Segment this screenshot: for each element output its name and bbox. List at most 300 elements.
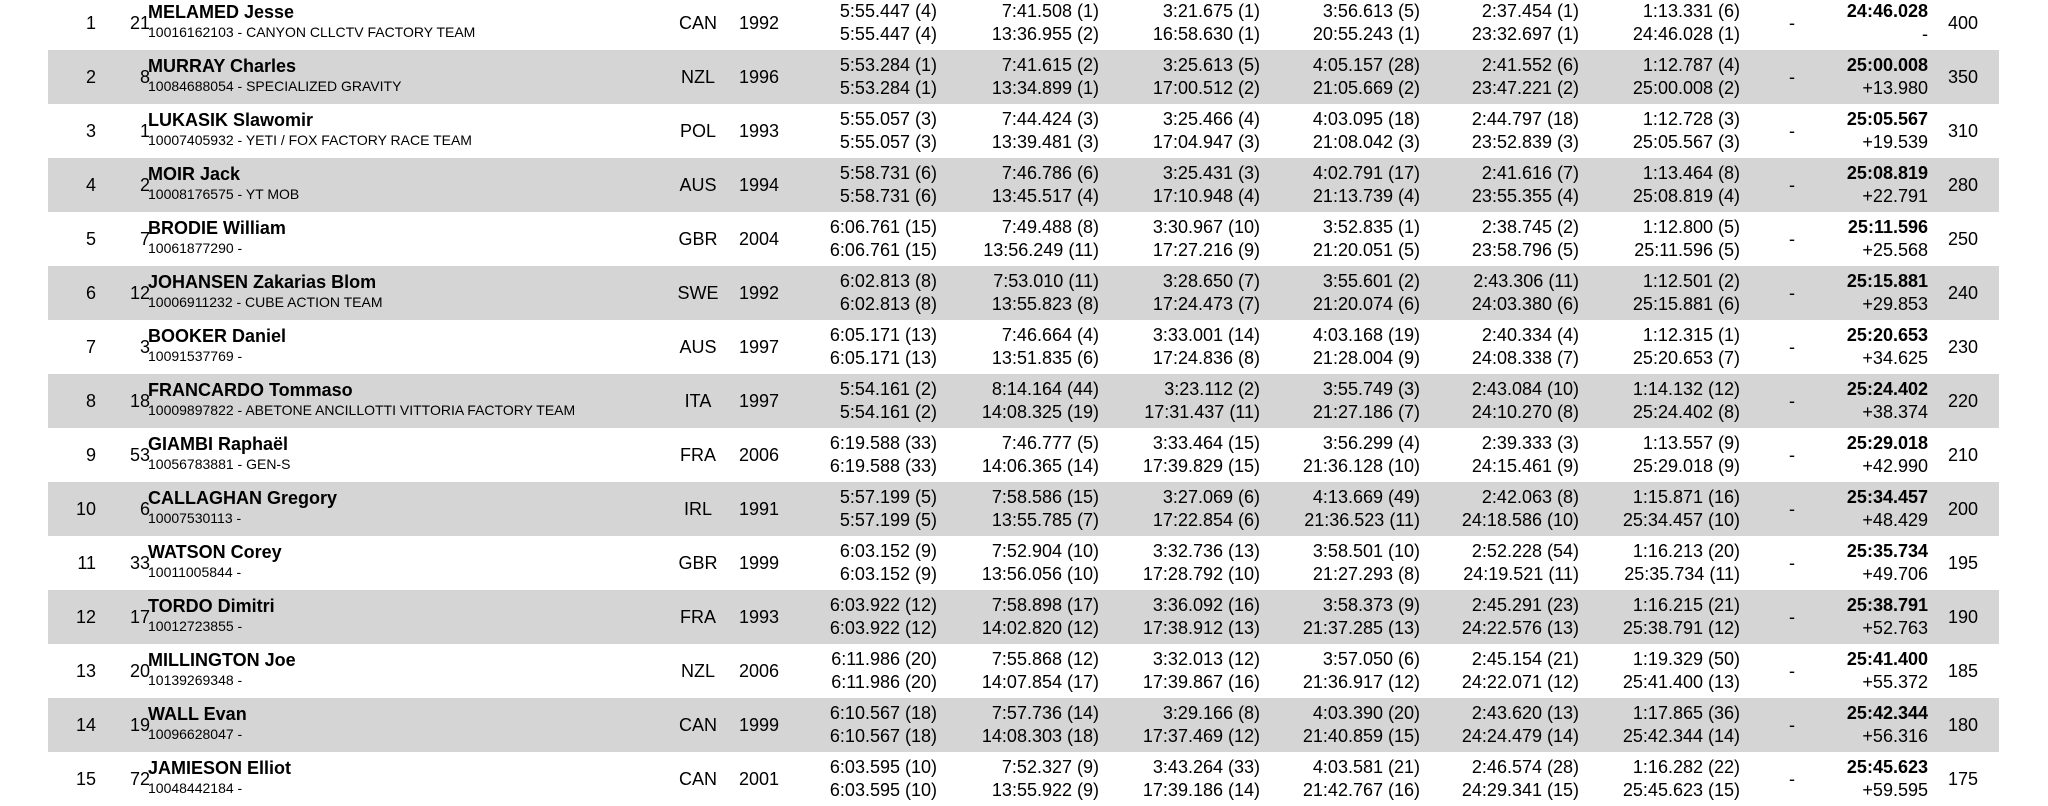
total-time: 25:20.653 bbox=[1846, 325, 1928, 345]
total-time: 25:08.819 bbox=[1846, 163, 1928, 183]
cumulative-time: 14:08.325 (19) bbox=[981, 402, 1099, 422]
cumulative-time: 24:03.380 (6) bbox=[1471, 294, 1579, 314]
cumulative-time: 21:20.051 (5) bbox=[1312, 240, 1420, 260]
birth-year-cell: 2004 bbox=[738, 229, 780, 249]
split-cell bbox=[1429, 270, 1579, 316]
total-time-cell bbox=[1808, 54, 1928, 100]
split-cell bbox=[1270, 486, 1420, 532]
cumulative-time: 25:05.567 (3) bbox=[1632, 132, 1740, 152]
split-cell bbox=[949, 486, 1099, 532]
split-cell bbox=[949, 702, 1099, 748]
cumulative-time: 17:39.186 (14) bbox=[1142, 780, 1260, 800]
rider-license-team: 10096628047 - bbox=[148, 726, 243, 742]
birth-year-cell: 2006 bbox=[738, 661, 780, 681]
split-time: 3:58.501 (10) bbox=[1312, 541, 1420, 561]
cumulative-time: 16:58.630 (1) bbox=[1152, 24, 1260, 44]
split-time: 1:17.865 (36) bbox=[1632, 703, 1740, 723]
split-time: 4:03.581 (21) bbox=[1312, 757, 1420, 777]
split-cell bbox=[787, 540, 937, 586]
split-cell bbox=[1110, 702, 1260, 748]
bib-number: 1 bbox=[139, 121, 150, 141]
cumulative-time: 13:55.823 (8) bbox=[991, 294, 1099, 314]
split-cell bbox=[949, 108, 1099, 154]
split-time: 6:19.588 (33) bbox=[829, 433, 937, 453]
rank-cell: 13 bbox=[75, 661, 96, 681]
time-gap: +29.853 bbox=[1862, 294, 1928, 314]
split-time: 4:02.791 (17) bbox=[1312, 163, 1420, 183]
split-cell bbox=[1270, 54, 1420, 100]
split-time: 2:52.228 (54) bbox=[1471, 541, 1579, 561]
birth-year-cell: 1994 bbox=[738, 175, 780, 195]
rider-cell bbox=[148, 109, 472, 149]
cumulative-time: 24:10.270 (8) bbox=[1471, 402, 1579, 422]
table-row bbox=[48, 50, 1999, 104]
penalty-cell: - bbox=[1789, 499, 1795, 519]
bib-number: 17 bbox=[129, 607, 150, 627]
bib-number: 2 bbox=[139, 175, 150, 195]
cumulative-time: 24:24.479 (14) bbox=[1461, 726, 1579, 746]
time-gap: +52.763 bbox=[1862, 618, 1928, 638]
split-time: 7:57.736 (14) bbox=[991, 703, 1099, 723]
split-time: 6:10.567 (18) bbox=[829, 703, 937, 723]
split-cell bbox=[949, 54, 1099, 100]
cumulative-time: 6:03.922 (12) bbox=[829, 618, 937, 638]
split-cell bbox=[787, 162, 937, 208]
cumulative-time: 13:51.835 (6) bbox=[991, 348, 1099, 368]
cumulative-time: 25:20.653 (7) bbox=[1632, 348, 1740, 368]
rank-cell: 1 bbox=[85, 13, 96, 33]
cumulative-time: 25:11.596 (5) bbox=[1634, 240, 1740, 260]
split-time: 1:12.501 (2) bbox=[1642, 271, 1740, 291]
rider-name: FRANCARDO Tommaso bbox=[148, 380, 353, 400]
table-row bbox=[48, 212, 1999, 266]
rank-cell: 5 bbox=[85, 229, 96, 249]
split-time: 3:23.112 (2) bbox=[1164, 379, 1260, 399]
cumulative-time: 21:42.767 (16) bbox=[1302, 780, 1420, 800]
birth-year-cell: 1997 bbox=[738, 337, 780, 357]
penalty-cell: - bbox=[1789, 67, 1795, 87]
cumulative-time: 25:24.402 (8) bbox=[1632, 402, 1740, 422]
penalty-cell: - bbox=[1789, 121, 1795, 141]
nationality-cell: GBR bbox=[678, 553, 718, 573]
cumulative-time: 13:56.249 (11) bbox=[983, 240, 1099, 260]
rider-name: MELAMED Jesse bbox=[148, 2, 295, 22]
total-time: 25:15.881 bbox=[1846, 271, 1928, 291]
rank-cell: 3 bbox=[85, 121, 96, 141]
birth-year-cell: 2006 bbox=[738, 445, 780, 465]
split-cell bbox=[1270, 0, 1420, 46]
points-cell: 280 bbox=[1947, 175, 1979, 195]
rider-cell bbox=[148, 1, 475, 41]
total-time: 25:34.457 bbox=[1846, 487, 1928, 507]
cumulative-time: 23:55.355 (4) bbox=[1471, 186, 1579, 206]
rider-license-team: 10056783881 - GEN-S bbox=[148, 456, 291, 472]
split-time: 4:05.157 (28) bbox=[1312, 55, 1420, 75]
rider-name: MILLINGTON Joe bbox=[148, 650, 296, 670]
cumulative-time: 25:38.791 (12) bbox=[1622, 618, 1740, 638]
nationality-cell: CAN bbox=[678, 13, 717, 33]
total-time-cell bbox=[1808, 594, 1928, 640]
split-cell bbox=[1429, 216, 1579, 262]
bib-number: 8 bbox=[139, 67, 150, 87]
rider-cell bbox=[148, 271, 382, 311]
split-time: 7:52.327 (9) bbox=[1001, 757, 1099, 777]
split-time: 1:12.315 (1) bbox=[1642, 325, 1740, 345]
split-cell bbox=[1429, 432, 1579, 478]
split-time: 3:27.069 (6) bbox=[1162, 487, 1260, 507]
cumulative-time: 25:29.018 (9) bbox=[1632, 456, 1740, 476]
split-time: 2:43.084 (10) bbox=[1471, 379, 1579, 399]
split-cell bbox=[1429, 378, 1579, 424]
cumulative-time: 6:05.171 (13) bbox=[829, 348, 937, 368]
time-gap: +22.791 bbox=[1862, 186, 1928, 206]
split-cell bbox=[787, 648, 937, 694]
total-time-cell bbox=[1808, 648, 1928, 694]
split-cell bbox=[1110, 540, 1260, 586]
time-gap: +42.990 bbox=[1862, 456, 1928, 476]
total-time-cell bbox=[1808, 270, 1928, 316]
split-cell bbox=[1429, 648, 1579, 694]
points-cell: 210 bbox=[1947, 445, 1979, 465]
cumulative-time: 17:24.836 (8) bbox=[1152, 348, 1260, 368]
split-time: 1:15.871 (16) bbox=[1632, 487, 1740, 507]
split-time: 4:03.095 (18) bbox=[1312, 109, 1420, 129]
penalty-cell: - bbox=[1789, 661, 1795, 681]
split-cell bbox=[949, 432, 1099, 478]
split-cell bbox=[1270, 162, 1420, 208]
split-cell bbox=[787, 702, 937, 748]
split-cell bbox=[787, 270, 937, 316]
split-cell bbox=[1590, 540, 1740, 586]
split-time: 7:52.904 (10) bbox=[991, 541, 1099, 561]
split-time: 2:42.063 (8) bbox=[1481, 487, 1579, 507]
cumulative-time: 24:15.461 (9) bbox=[1471, 456, 1579, 476]
split-time: 3:36.092 (16) bbox=[1152, 595, 1260, 615]
rider-cell bbox=[148, 325, 286, 365]
split-cell bbox=[1110, 216, 1260, 262]
rank-cell: 2 bbox=[85, 67, 96, 87]
split-cell bbox=[787, 54, 937, 100]
cumulative-time: 24:22.576 (13) bbox=[1461, 618, 1579, 638]
rider-cell bbox=[148, 379, 575, 419]
cumulative-time: 13:55.785 (7) bbox=[991, 510, 1099, 530]
split-cell bbox=[787, 216, 937, 262]
split-cell bbox=[1429, 540, 1579, 586]
split-cell bbox=[1270, 108, 1420, 154]
rider-cell bbox=[148, 433, 290, 473]
split-cell bbox=[1590, 108, 1740, 154]
points-cell: 350 bbox=[1947, 67, 1979, 87]
points-cell: 240 bbox=[1947, 283, 1979, 303]
split-time: 1:16.215 (21) bbox=[1632, 595, 1740, 615]
rider-license-team: 10016162103 - CANYON CLLCTV FACTORY TEAM bbox=[148, 24, 476, 40]
split-time: 6:02.813 (8) bbox=[839, 271, 937, 291]
total-time: 25:38.791 bbox=[1846, 595, 1928, 615]
split-time: 3:55.749 (3) bbox=[1322, 379, 1420, 399]
cumulative-time: 21:27.293 (8) bbox=[1312, 564, 1420, 584]
split-time: 7:53.010 (11) bbox=[993, 271, 1099, 291]
birth-year-cell: 1997 bbox=[738, 391, 780, 411]
split-time: 3:32.736 (13) bbox=[1152, 541, 1260, 561]
cumulative-time: 14:07.854 (17) bbox=[981, 672, 1099, 692]
split-cell bbox=[787, 594, 937, 640]
split-time: 6:03.595 (10) bbox=[829, 757, 937, 777]
split-cell bbox=[1110, 756, 1260, 802]
split-cell bbox=[1270, 324, 1420, 370]
split-cell bbox=[1110, 594, 1260, 640]
time-gap: +49.706 bbox=[1862, 564, 1928, 584]
nationality-cell: POL bbox=[679, 121, 717, 141]
rank-cell: 14 bbox=[75, 715, 96, 735]
rider-license-team: 10007405932 - YETI / FOX FACTORY RACE TEAM bbox=[148, 132, 472, 148]
split-cell bbox=[1270, 432, 1420, 478]
table-row bbox=[48, 374, 1999, 428]
cumulative-time: 17:28.792 (10) bbox=[1142, 564, 1260, 584]
split-time: 7:41.508 (1) bbox=[1001, 1, 1099, 21]
split-cell bbox=[1110, 486, 1260, 532]
cumulative-time: 17:38.912 (13) bbox=[1142, 618, 1260, 638]
split-time: 4:03.168 (19) bbox=[1312, 325, 1420, 345]
time-gap: +59.595 bbox=[1862, 780, 1928, 800]
cumulative-time: 17:04.947 (3) bbox=[1152, 132, 1260, 152]
cumulative-time: 21:36.523 (11) bbox=[1304, 510, 1420, 530]
bib-number: 19 bbox=[129, 715, 150, 735]
split-time: 2:37.454 (1) bbox=[1481, 1, 1579, 21]
split-cell bbox=[1590, 216, 1740, 262]
bib-number: 33 bbox=[129, 553, 150, 573]
table-row bbox=[48, 320, 1999, 374]
points-cell: 220 bbox=[1947, 391, 1979, 411]
split-cell bbox=[1110, 162, 1260, 208]
split-cell bbox=[1429, 108, 1579, 154]
split-time: 1:14.132 (12) bbox=[1632, 379, 1740, 399]
cumulative-time: 13:45.517 (4) bbox=[991, 186, 1099, 206]
table-row bbox=[48, 266, 1999, 320]
split-time: 7:44.424 (3) bbox=[1001, 109, 1099, 129]
split-time: 8:14.164 (44) bbox=[991, 379, 1099, 399]
points-cell: 250 bbox=[1947, 229, 1979, 249]
split-time: 3:28.650 (7) bbox=[1162, 271, 1260, 291]
split-cell bbox=[1270, 702, 1420, 748]
split-cell bbox=[949, 324, 1099, 370]
split-cell bbox=[1429, 54, 1579, 100]
split-time: 6:03.152 (9) bbox=[839, 541, 937, 561]
split-time: 2:45.291 (23) bbox=[1471, 595, 1579, 615]
nationality-cell: NZL bbox=[680, 661, 715, 681]
split-time: 1:13.557 (9) bbox=[1642, 433, 1740, 453]
split-time: 1:13.331 (6) bbox=[1642, 1, 1740, 21]
split-time: 6:05.171 (13) bbox=[829, 325, 937, 345]
nationality-cell: CAN bbox=[678, 715, 717, 735]
bib-number: 6 bbox=[139, 499, 150, 519]
rank-cell: 10 bbox=[75, 499, 96, 519]
split-cell bbox=[1270, 594, 1420, 640]
split-time: 2:45.154 (21) bbox=[1471, 649, 1579, 669]
birth-year-cell: 1996 bbox=[738, 67, 780, 87]
rider-cell bbox=[148, 163, 299, 203]
rider-license-team: 10061877290 - bbox=[148, 240, 243, 256]
rider-name: BOOKER Daniel bbox=[148, 326, 287, 346]
split-cell bbox=[1270, 648, 1420, 694]
rider-cell bbox=[148, 757, 291, 797]
total-time-cell bbox=[1808, 486, 1928, 532]
split-cell bbox=[949, 540, 1099, 586]
cumulative-time: 5:55.057 (3) bbox=[839, 132, 937, 152]
total-time: 25:35.734 bbox=[1846, 541, 1928, 561]
bib-number: 12 bbox=[129, 283, 150, 303]
cumulative-time: 24:18.586 (10) bbox=[1461, 510, 1579, 530]
split-cell bbox=[1270, 540, 1420, 586]
nationality-cell: FRA bbox=[680, 607, 716, 627]
split-cell bbox=[1590, 648, 1740, 694]
split-time: 7:58.586 (15) bbox=[991, 487, 1099, 507]
penalty-cell: - bbox=[1789, 769, 1795, 789]
points-cell: 195 bbox=[1947, 553, 1979, 573]
rider-cell bbox=[148, 541, 282, 581]
table-row bbox=[48, 752, 1999, 806]
split-time: 3:30.967 (10) bbox=[1152, 217, 1260, 237]
split-cell bbox=[787, 378, 937, 424]
total-time-cell bbox=[1808, 378, 1928, 424]
cumulative-time: 25:15.881 (6) bbox=[1632, 294, 1740, 314]
rider-name: LUKASIK Slawomir bbox=[148, 110, 314, 130]
nationality-cell: ITA bbox=[684, 391, 712, 411]
cumulative-time: 17:27.216 (9) bbox=[1152, 240, 1260, 260]
split-time: 3:25.431 (3) bbox=[1162, 163, 1260, 183]
cumulative-time: 5:58.731 (6) bbox=[839, 186, 937, 206]
rider-name: BRODIE William bbox=[148, 218, 286, 238]
bib-number: 20 bbox=[129, 661, 150, 681]
total-time-cell bbox=[1808, 324, 1928, 370]
split-cell bbox=[1270, 756, 1420, 802]
cumulative-time: 25:35.734 (11) bbox=[1624, 564, 1740, 584]
rank-cell: 6 bbox=[85, 283, 96, 303]
split-cell bbox=[1590, 756, 1740, 802]
split-cell bbox=[1270, 378, 1420, 424]
penalty-cell: - bbox=[1789, 13, 1795, 33]
cumulative-time: 21:36.917 (12) bbox=[1302, 672, 1420, 692]
split-cell bbox=[1590, 378, 1740, 424]
rider-name: CALLAGHAN Gregory bbox=[148, 488, 338, 508]
birth-year-cell: 1991 bbox=[738, 499, 780, 519]
bib-number: 72 bbox=[129, 769, 150, 789]
rider-license-team: 10084688054 - SPECIALIZED GRAVITY bbox=[148, 78, 402, 94]
time-gap: +25.568 bbox=[1862, 240, 1928, 260]
split-time: 3:32.013 (12) bbox=[1152, 649, 1260, 669]
split-time: 5:54.161 (2) bbox=[839, 379, 937, 399]
bib-number: 18 bbox=[129, 391, 150, 411]
points-cell: 310 bbox=[1947, 121, 1979, 141]
split-time: 1:13.464 (8) bbox=[1642, 163, 1740, 183]
cumulative-time: 21:20.074 (6) bbox=[1312, 294, 1420, 314]
rider-license-team: 10048442184 - bbox=[148, 780, 243, 796]
cumulative-time: 13:55.922 (9) bbox=[991, 780, 1099, 800]
total-time-cell bbox=[1808, 108, 1928, 154]
split-time: 6:11.986 (20) bbox=[831, 649, 937, 669]
birth-year-cell: 2001 bbox=[738, 769, 780, 789]
rider-license-team: 10006911232 - CUBE ACTION TEAM bbox=[148, 294, 383, 310]
cumulative-time: 23:58.796 (5) bbox=[1471, 240, 1579, 260]
points-cell: 180 bbox=[1947, 715, 1979, 735]
split-time: 2:41.616 (7) bbox=[1481, 163, 1579, 183]
split-time: 4:13.669 (49) bbox=[1312, 487, 1420, 507]
nationality-cell: CAN bbox=[678, 769, 717, 789]
cumulative-time: 21:13.739 (4) bbox=[1312, 186, 1420, 206]
cumulative-time: 17:39.867 (16) bbox=[1142, 672, 1260, 692]
rank-cell: 9 bbox=[85, 445, 96, 465]
points-cell: 200 bbox=[1947, 499, 1979, 519]
points-cell: 400 bbox=[1947, 13, 1979, 33]
penalty-cell: - bbox=[1789, 337, 1795, 357]
table-row bbox=[48, 482, 1999, 536]
total-time-cell bbox=[1808, 0, 1928, 46]
split-cell bbox=[787, 756, 937, 802]
split-time: 7:58.898 (17) bbox=[991, 595, 1099, 615]
cumulative-time: 21:27.186 (7) bbox=[1312, 402, 1420, 422]
split-time: 2:44.797 (18) bbox=[1471, 109, 1579, 129]
split-time: 3:56.613 (5) bbox=[1322, 1, 1420, 21]
cumulative-time: 13:36.955 (2) bbox=[991, 24, 1099, 44]
cumulative-time: 17:37.469 (12) bbox=[1142, 726, 1260, 746]
table-row bbox=[48, 0, 1999, 50]
cumulative-time: 25:45.623 (15) bbox=[1622, 780, 1740, 800]
split-time: 3:25.466 (4) bbox=[1162, 109, 1260, 129]
total-time: 25:41.400 bbox=[1846, 649, 1928, 669]
time-gap: +56.316 bbox=[1862, 726, 1928, 746]
cumulative-time: 17:10.948 (4) bbox=[1152, 186, 1260, 206]
table-row bbox=[48, 644, 1999, 698]
split-time: 3:21.675 (1) bbox=[1162, 1, 1260, 21]
rider-name: JOHANSEN Zakarias Blom bbox=[148, 272, 377, 292]
split-time: 5:57.199 (5) bbox=[839, 487, 937, 507]
rider-cell bbox=[148, 649, 296, 689]
cumulative-time: 24:19.521 (11) bbox=[1463, 564, 1579, 584]
split-time: 1:16.282 (22) bbox=[1632, 757, 1740, 777]
split-cell bbox=[1110, 378, 1260, 424]
birth-year-cell: 1992 bbox=[738, 13, 780, 33]
rider-name: WATSON Corey bbox=[148, 542, 282, 562]
total-time-cell bbox=[1808, 702, 1928, 748]
split-cell bbox=[787, 324, 937, 370]
split-cell bbox=[949, 162, 1099, 208]
cumulative-time: 21:37.285 (13) bbox=[1302, 618, 1420, 638]
penalty-cell: - bbox=[1789, 445, 1795, 465]
rank-cell: 7 bbox=[85, 337, 96, 357]
table-row bbox=[48, 104, 1999, 158]
cumulative-time: 14:06.365 (14) bbox=[981, 456, 1099, 476]
rank-cell: 12 bbox=[75, 607, 96, 627]
split-cell bbox=[1590, 702, 1740, 748]
split-time: 5:53.284 (1) bbox=[839, 55, 937, 75]
bib-number: 53 bbox=[129, 445, 150, 465]
cumulative-time: 13:56.056 (10) bbox=[981, 564, 1099, 584]
rider-license-team: 10139269348 - bbox=[148, 672, 243, 688]
split-time: 1:12.800 (5) bbox=[1642, 217, 1740, 237]
time-gap: +13.980 bbox=[1862, 78, 1928, 98]
split-time: 3:57.050 (6) bbox=[1322, 649, 1420, 669]
birth-year-cell: 1999 bbox=[738, 715, 780, 735]
split-time: 3:52.835 (1) bbox=[1322, 217, 1420, 237]
cumulative-time: 14:02.820 (12) bbox=[981, 618, 1099, 638]
total-time: 25:42.344 bbox=[1846, 703, 1928, 723]
table-row bbox=[48, 158, 1999, 212]
split-time: 5:58.731 (6) bbox=[839, 163, 937, 183]
cumulative-time: 25:42.344 (14) bbox=[1622, 726, 1740, 746]
split-cell bbox=[1590, 54, 1740, 100]
cumulative-time: 21:40.859 (15) bbox=[1302, 726, 1420, 746]
split-time: 5:55.447 (4) bbox=[839, 1, 937, 21]
rider-name: MOIR Jack bbox=[148, 164, 241, 184]
